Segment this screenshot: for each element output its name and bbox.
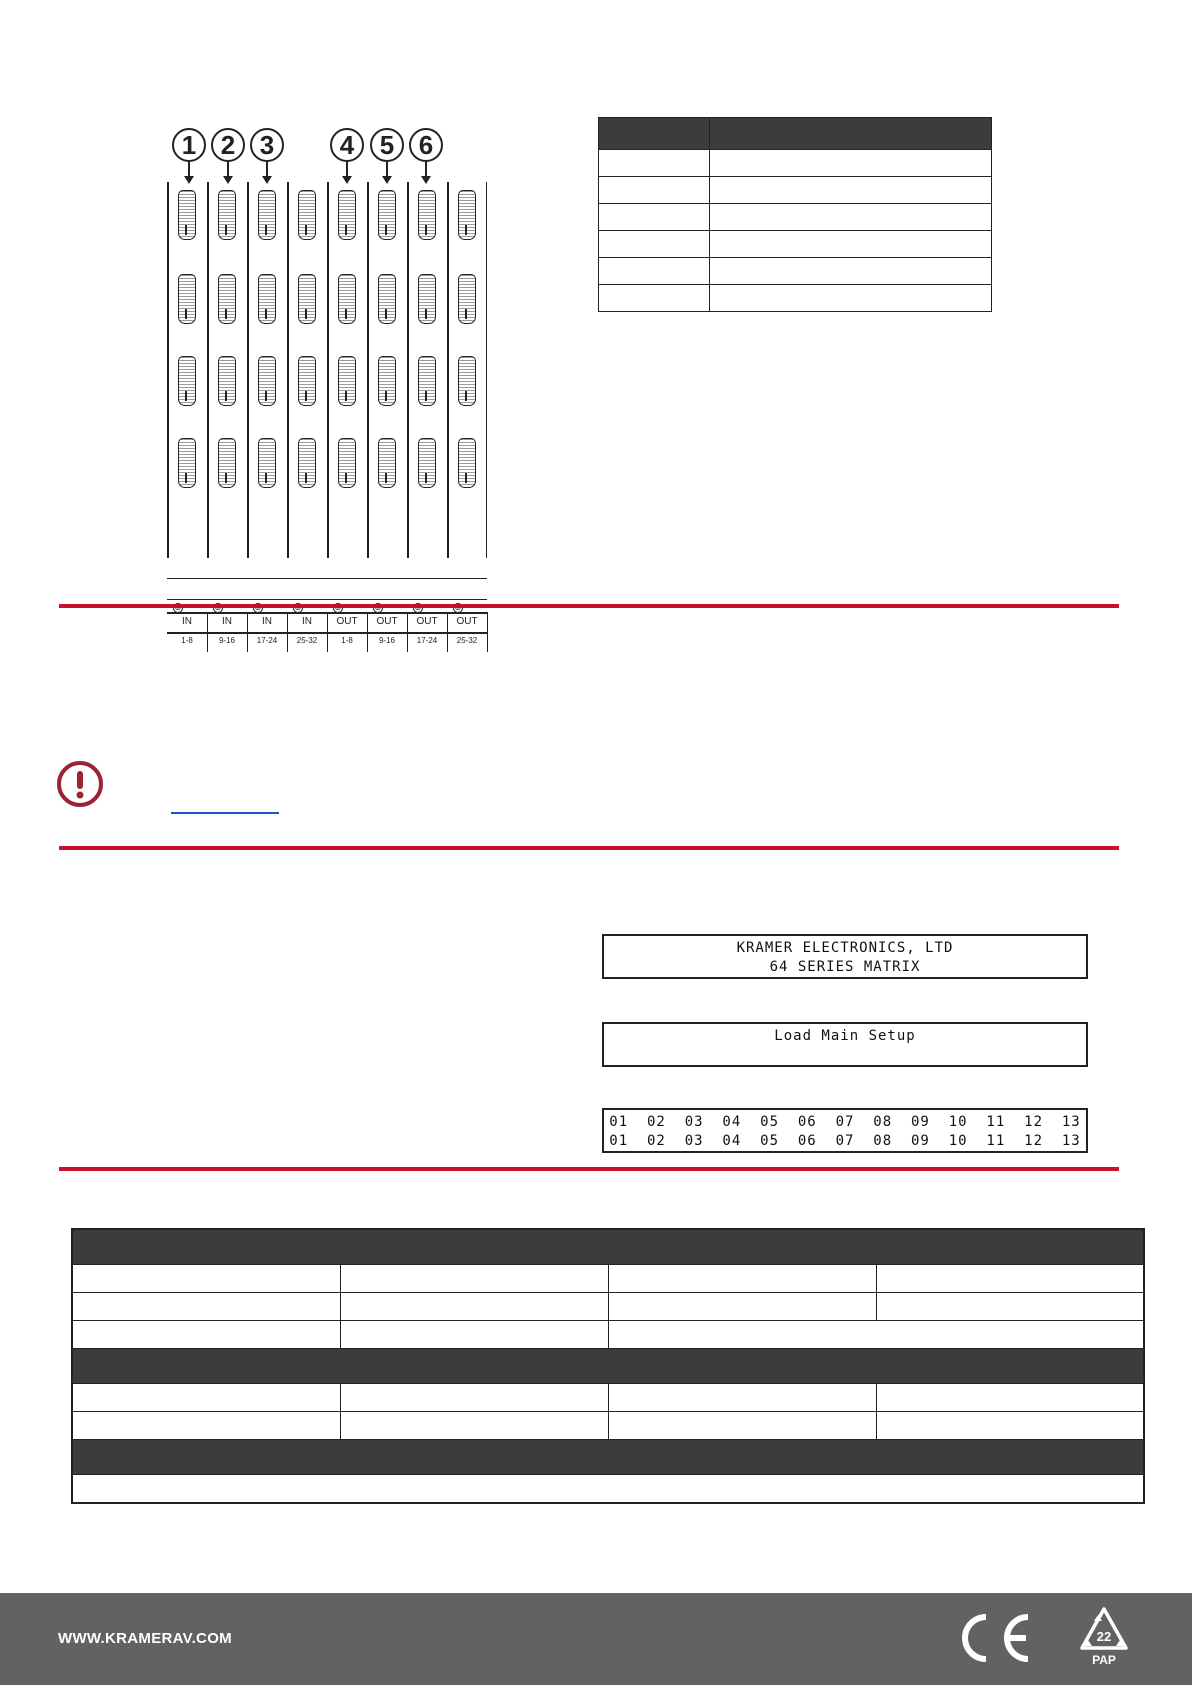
table-row	[599, 150, 992, 177]
table-row	[72, 1412, 1144, 1440]
dvi-connector-icon	[458, 190, 476, 240]
dvi-connector-icon	[258, 190, 276, 240]
table-row	[72, 1265, 1144, 1293]
lcd-line-2: 64 SERIES MATRIX	[769, 959, 921, 975]
dvi-connector-icon	[338, 274, 356, 324]
callout-number: 1	[172, 128, 206, 162]
callout-2	[211, 128, 243, 160]
section-divider	[59, 846, 1119, 850]
callout-3	[250, 128, 282, 160]
card-type-label: IN	[262, 616, 272, 627]
card-type-label: IN	[222, 616, 232, 627]
lcd-line-1: KRAMER ELECTRONICS, LTD	[736, 940, 954, 956]
callout-number: 2	[211, 128, 245, 162]
table-row	[599, 258, 992, 285]
dvi-connector-icon	[378, 438, 396, 488]
dvi-connector-icon	[458, 274, 476, 324]
dvi-connector-icon	[298, 190, 316, 240]
lcd-display-channels	[602, 1108, 1088, 1153]
dvi-connector-icon	[378, 274, 396, 324]
dvi-connector-icon	[178, 274, 196, 324]
card-type-label: OUT	[416, 616, 438, 627]
rear-panel-diagram	[155, 120, 495, 645]
dvi-connector-icon	[218, 190, 236, 240]
dvi-connector-icon	[218, 274, 236, 324]
card-in-9-16	[207, 182, 247, 650]
dvi-connector-icon	[178, 190, 196, 240]
callout-6	[409, 128, 441, 160]
card-out-1-8	[327, 182, 367, 650]
card-type-label: IN	[302, 616, 312, 627]
recycle-code: 22	[1096, 1629, 1112, 1644]
card-type-label: OUT	[336, 616, 358, 627]
dvi-connector-icon	[458, 438, 476, 488]
table-section-header	[72, 1229, 1144, 1265]
dvi-connector-icon	[418, 274, 436, 324]
table-row	[72, 1321, 1144, 1349]
callout-number: 3	[250, 128, 284, 162]
lcd-line-1: 01 02 03 04 05 06 07 08 09 10 11 12 13	[609, 1114, 1081, 1130]
recycle-icon	[1078, 1606, 1130, 1668]
card-type-label: OUT	[456, 616, 478, 627]
dvi-connector-icon	[338, 356, 356, 406]
dvi-connector-icon	[258, 274, 276, 324]
callout-5	[370, 128, 402, 160]
card-type-label: IN	[182, 616, 192, 627]
dvi-connector-icon	[378, 190, 396, 240]
card-range-label: 1-8	[341, 636, 353, 645]
table-section-header	[72, 1349, 1144, 1384]
dvi-connector-icon	[298, 356, 316, 406]
callout-number: 5	[370, 128, 404, 162]
lcd-display-startup	[602, 934, 1088, 979]
card-in-25-32	[287, 182, 327, 650]
dvi-connector-icon	[418, 438, 436, 488]
dvi-connector-icon	[378, 356, 396, 406]
lcd-display-setup	[602, 1022, 1088, 1067]
function-table	[598, 117, 992, 312]
card-range-label: 25-32	[456, 636, 478, 645]
dvi-connector-icon	[218, 356, 236, 406]
specifications-table	[71, 1228, 1145, 1504]
card-range-label: 9-16	[218, 636, 235, 645]
card-range-label: 1-8	[181, 636, 193, 645]
dvi-connector-icon	[418, 356, 436, 406]
dvi-connector-icon	[418, 190, 436, 240]
table-row	[599, 231, 992, 258]
recycle-label: PAP	[1092, 1653, 1116, 1667]
table-row	[72, 1293, 1144, 1321]
section-divider	[59, 604, 1119, 608]
ce-mark-icon	[956, 1611, 1032, 1665]
card-range-label: 17-24	[416, 636, 438, 645]
dvi-connector-icon	[338, 190, 356, 240]
dvi-connector-icon	[258, 438, 276, 488]
dvi-connector-icon	[298, 438, 316, 488]
card-in-17-24	[247, 182, 287, 650]
table-row	[599, 204, 992, 231]
lcd-line-2: 01 02 03 04 05 06 07 08 09 10 11 12 13	[609, 1133, 1081, 1149]
dvi-connector-icon	[258, 356, 276, 406]
card-out-9-16	[367, 182, 407, 650]
lcd-line-2	[604, 1046, 1086, 1065]
hyperlink-underline[interactable]	[171, 812, 279, 814]
lcd-line-1: Load Main Setup	[774, 1028, 916, 1044]
callout-number: 6	[409, 128, 443, 162]
table-row	[72, 1475, 1144, 1504]
card-in-1-8	[167, 182, 207, 650]
warning-icon	[56, 760, 104, 808]
card-out-17-24	[407, 182, 447, 650]
dvi-connector-icon	[178, 438, 196, 488]
table-row	[72, 1384, 1144, 1412]
section-divider	[59, 1167, 1119, 1171]
card-out-25-32	[447, 182, 487, 650]
table-section-header	[72, 1440, 1144, 1475]
card-range-label: 25-32	[296, 636, 318, 645]
dvi-connector-icon	[338, 438, 356, 488]
callout-number: 4	[330, 128, 364, 162]
dvi-connector-icon	[218, 438, 236, 488]
callout-4	[330, 128, 362, 160]
card-range-label: 17-24	[256, 636, 278, 645]
card-type-label: OUT	[376, 616, 398, 627]
card-range-label: 9-16	[378, 636, 395, 645]
dvi-connector-icon	[458, 356, 476, 406]
table-header-row	[599, 118, 992, 150]
dvi-connector-icon	[298, 274, 316, 324]
dvi-connector-icon	[178, 356, 196, 406]
website-link[interactable]: WWW.KRAMERAV.COM	[58, 1630, 232, 1647]
table-row	[599, 177, 992, 204]
callout-1	[172, 128, 204, 160]
table-row	[599, 285, 992, 312]
